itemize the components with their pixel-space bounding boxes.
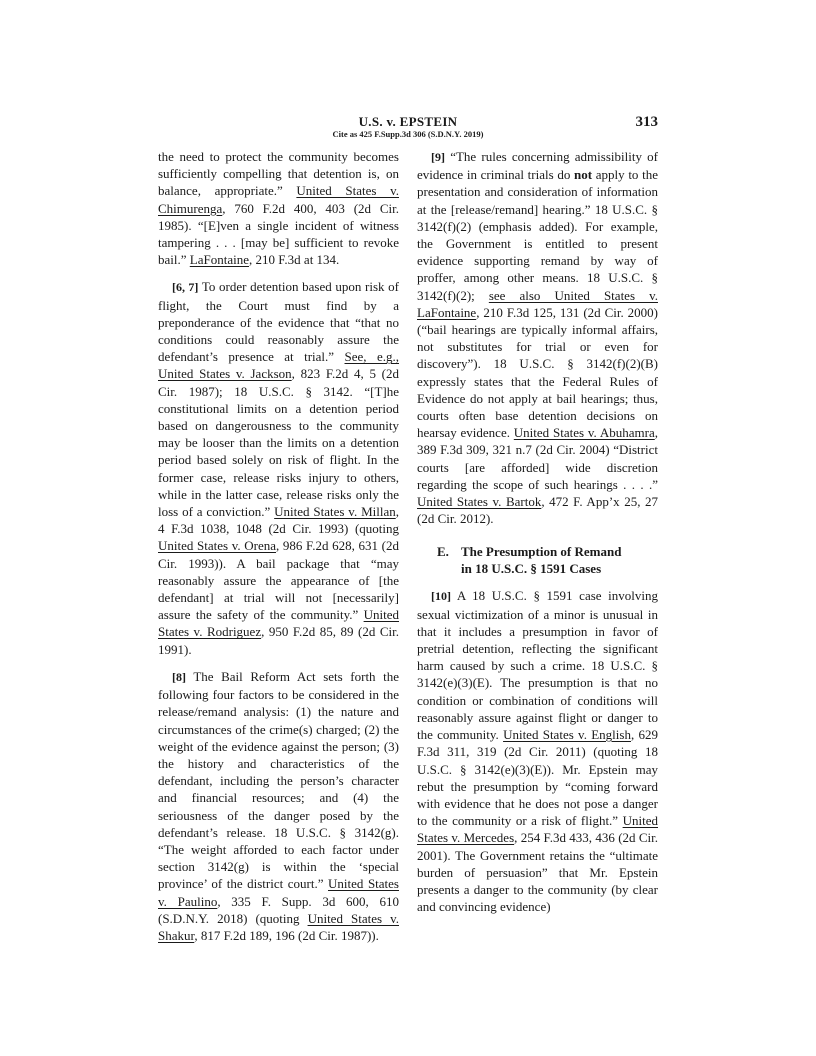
text: , 986 F.2d 628, 631 (2d Cir. 1993)). A bail package that “may reasonably assure the appearance of [the defendant] at trial will not [necessarily] assure the safety of the community.” <box>158 538 399 623</box>
text: , 254 F.3d 433, 436 (2d Cir. 2001). The Government retains the “ultimate burden of persuasion” that Mr. Epstein presents a danger to the community (by clear and convincing evidence) <box>417 830 658 915</box>
text: , 950 F.2d 85, 89 (2d Cir. 1991). <box>158 624 399 657</box>
headnote-marker: [6, 7] <box>172 280 199 295</box>
paragraph-bail-reform-factors <box>158 668 399 944</box>
page-number: 313 <box>635 114 658 130</box>
paragraph-community-danger <box>158 148 399 268</box>
text: A 18 U.S.C. § 1591 case involving sexual victimization of a minor is unusual in that it includes a presumption in favor of pretrial detention, reflecting the significant harm caused by such a crime. 18 U.S.C. § 3142(e)(3)(E). The presumption is that no condition or combination of conditions will reasonably assure against flight or danger to the community. <box>417 588 658 743</box>
case-citation: United States v. Paulino <box>158 876 399 909</box>
case-citation: United States v. Shakur <box>158 910 399 943</box>
text: , 210 F.3d at 134. <box>248 252 340 268</box>
text: The Bail Reform Act sets forth the following four factors to be considered in the release/remand analysis: (1) the nature and circumstances of the crime(s) charged; (2) the weight of the evidence against the person; (3) the history and characteristics of the defendant, including the person’s character and financial resources; and (4) the seriousness of the danger posed by the defendant’s release. 18 U.S.C. § 3142(g). “The weight afforded to each factor under section 3142(g) is within the ‘special province’ of the district court.” <box>158 668 399 892</box>
paragraph-risk-of-flight <box>158 278 399 657</box>
case-title: U.S. v. EPSTEIN <box>358 114 458 129</box>
text: , 210 F.3d 125, 131 (2d Cir. 2000) (“bail hearings are typically informal affairs, not substitutes for trial or even for discovery”). 18 U.S.C. § 3142(f)(2)(B) expressly states that the Federal Rules of Evidence do not apply at bail hearings; thus, courts often base detention decisions on hearsay evidence. <box>417 304 658 441</box>
case-citation: United States v. Chimurenga <box>158 183 399 216</box>
section-title-line1: The Presumption of Remand <box>461 544 622 560</box>
section-heading <box>417 543 658 577</box>
case-citation: see also United States v. LaFontaine <box>417 287 658 320</box>
signal-phrase: See, e.g., <box>344 349 399 365</box>
text: “The rules concerning admissibility of evidence in criminal trials do <box>417 149 658 183</box>
case-citation: United States v. Bartok <box>417 494 542 510</box>
headnote-marker: [10] <box>431 589 451 604</box>
left-column <box>158 148 399 944</box>
text: , 823 F.2d 4, 5 (2d Cir. 1987); 18 U.S.C. § 3142. “[T]he constitutional limits on a detention period based on dangerousness to the community may be looser than the limits on a detention period based solely on risk of flight. In the former case, release risks injury to others, while in the latter case, release risks only the loss of a conviction.” <box>158 366 399 520</box>
text: , 760 F.2d 400, 403 (2d Cir. 1985). “[E]ven a single incident of witness tampering . . . [may be] sufficient to revoke bail.” <box>158 200 399 268</box>
headnote-marker: [8] <box>172 669 186 684</box>
case-citation: United States v. English <box>503 727 631 743</box>
text: , 817 F.2d 189, 196 (2d Cir. 1987)). <box>194 927 379 943</box>
case-citation: LaFontaine <box>189 252 249 268</box>
headnote-marker: [9] <box>431 150 445 164</box>
paragraph-presumption <box>417 587 658 915</box>
text: , 4 F.3d 1038, 1048 (2d Cir. 1993) (quoting <box>158 504 399 537</box>
text: apply to the presentation and consideration of information at the [release/remand] hearing.” 18 U.S.C. § 3142(f)(2) (emphasis added). For example, the Government is entitled to present evidence supporting remand by way of proffer, among other means. 18 U.S.C. § 3142(f)(2); <box>417 167 658 303</box>
text: To order detention based upon risk of flight, the Court must find by a preponderance of the evidence that “that no conditions could reasonably assure the defendant’s presence at trial.” <box>158 279 400 365</box>
text: , 335 F. Supp. 3d 600, 610 (S.D.N.Y. 2018) (quoting <box>158 893 399 926</box>
case-citation: United States v. Jackson <box>158 366 292 382</box>
citation-line: Cite as 425 F.Supp.3d 306 (S.D.N.Y. 2019) <box>332 129 484 139</box>
paragraph-rules-of-evidence <box>417 148 658 527</box>
case-citation: United States v. Abuhamra <box>513 425 655 441</box>
case-citation: United States v. Orena <box>158 538 277 554</box>
case-citation: United States v. Millan <box>274 504 396 520</box>
case-citation: United States v. Mercedes <box>417 813 658 846</box>
section-title-line2: in 18 U.S.C. § 1591 Cases <box>461 561 602 577</box>
case-citation: United States v. Rodriguez <box>158 607 399 640</box>
text: the need to protect the community becomes sufficiently compelling that detention is, on balance, appropriate.” <box>158 149 399 199</box>
section-letter: E. <box>437 544 449 560</box>
running-header <box>158 114 658 144</box>
text: , 629 F.3d 311, 319 (2d Cir. 2011) (quoting 18 U.S.C. § 3142(e)(3)(E)). Mr. Epstein may rebut the presumption by “coming forward with evidence that he does not pose a danger to the community or a risk of flight.” <box>417 727 658 829</box>
text: , 389 F.3d 309, 321 n.7 (2d Cir. 2004) “District courts [are afforded] wide discretion regarding the scope of such hearings . . . .” <box>417 425 659 492</box>
text: , 472 F. App’x 25, 27 (2d Cir. 2012). <box>417 494 658 527</box>
right-column <box>417 148 658 915</box>
emphasis-text: not <box>574 167 593 183</box>
